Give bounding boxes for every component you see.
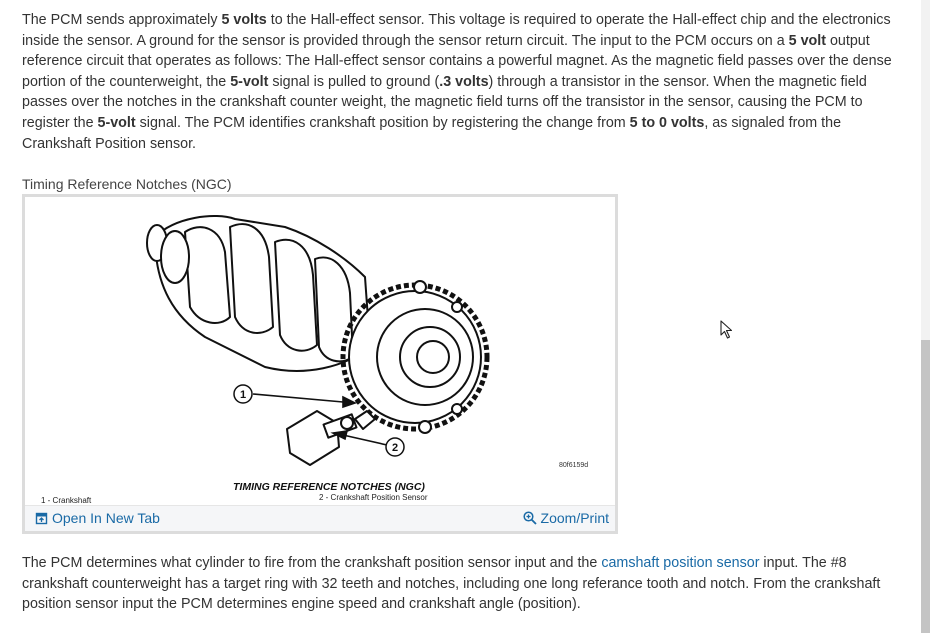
open-in-new-tab-label: Open In New Tab bbox=[52, 510, 160, 526]
text: signal is pulled to ground ( bbox=[268, 73, 440, 90]
scrollbar-thumb[interactable] bbox=[921, 340, 930, 633]
legend-crankshaft: 1 - Crankshaft bbox=[41, 496, 92, 505]
text: to the Hall-effect sensor. This voltage is required to operate the Hall-effect chip and the electronics inside the sensor. A ground for the sensor is provided through the sensor return circuit. The input to the PCM occurs on a bbox=[22, 12, 891, 49]
legend-position-sensor: 2 - Crankshaft Position Sensor bbox=[319, 493, 428, 502]
text: ) through a transistor in the sensor. When the magnetic field passes over the notches in the crankshaft counter weight, the magnetic field turns off the transistor in the sensor, causing the PCM to register the bbox=[22, 73, 867, 131]
figure-caption: Timing Reference Notches (NGC) bbox=[22, 176, 232, 192]
zoom-print-link[interactable] bbox=[523, 510, 609, 526]
paragraph-pcm-voltage bbox=[22, 10, 912, 154]
figure-title: TIMING REFERENCE NOTCHES (NGC) bbox=[233, 481, 425, 493]
mouse-pointer-icon bbox=[720, 320, 734, 340]
bold-text: 5-volt bbox=[97, 114, 136, 131]
camshaft-position-sensor-link[interactable]: camshaft position sensor bbox=[601, 555, 760, 571]
bold-text: 5 volts bbox=[221, 12, 267, 28]
bold-text: 5 to 0 volts bbox=[629, 114, 705, 131]
figure-timing-notches[interactable] bbox=[22, 194, 618, 534]
open-in-new-tab-link[interactable] bbox=[35, 510, 160, 526]
bold-text: .3 volts bbox=[439, 73, 489, 90]
text: The PCM sends approximately bbox=[22, 12, 222, 28]
bold-text: 5-volt bbox=[230, 73, 269, 90]
text: output reference circuit that operates as follows: The Hall-effect sensor contains a powerful magnet. As the magnetic field passes over the dense portion of the counterweight, the bbox=[22, 32, 892, 90]
text: , as signaled from the Crankshaft Position sensor. bbox=[22, 114, 842, 152]
text: The PCM determines what cylinder to fire from the crankshaft position sensor input and the bbox=[22, 555, 602, 571]
callout-2: 2 bbox=[391, 442, 399, 454]
open-in-new-tab-icon bbox=[35, 512, 48, 525]
figure-toolbar bbox=[25, 505, 615, 531]
zoom-in-icon bbox=[523, 511, 537, 525]
callout-1: 1 bbox=[239, 389, 247, 401]
bold-text: 5 volt bbox=[788, 32, 826, 49]
text: input. The #8 crankshaft counterweight has a target ring with 32 teeth and notches, including one long referance tooth and notch. From the crankshaft position sensor input the PCM determines engine speed and crankshaft angle (position). bbox=[22, 555, 881, 613]
zoom-print-label: Zoom/Print bbox=[540, 510, 609, 526]
crankshaft-illustration bbox=[25, 197, 615, 505]
paragraph-cylinder-fire bbox=[22, 553, 902, 615]
text: signal. The PCM identifies crankshaft position by registering the change from bbox=[135, 114, 630, 131]
figure-code: 80f6159d bbox=[559, 462, 589, 469]
